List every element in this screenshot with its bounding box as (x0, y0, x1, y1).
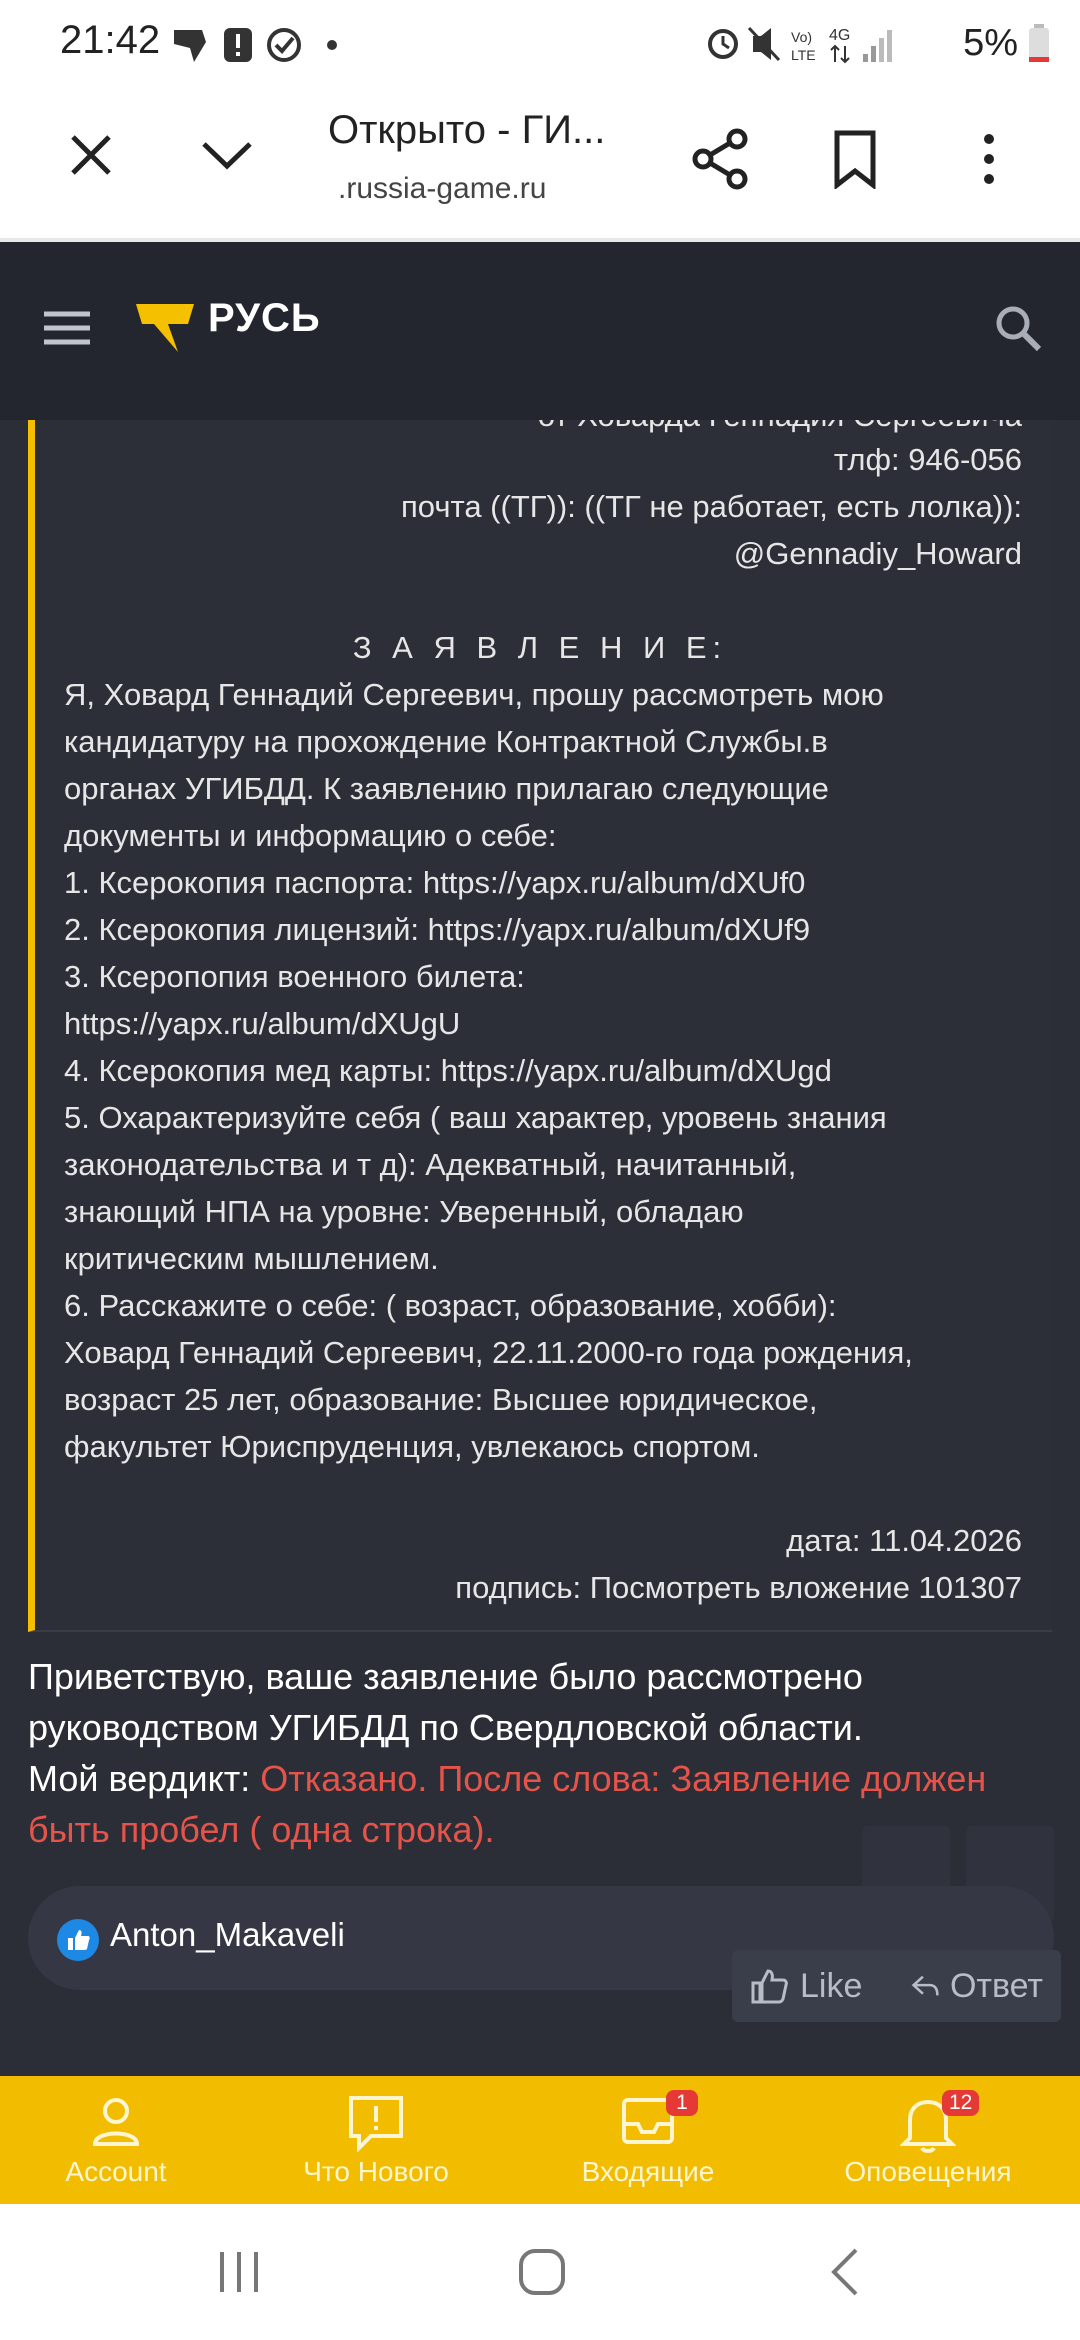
chevron-down-icon[interactable] (182, 110, 272, 200)
nav-account-label: Account (65, 2156, 167, 2187)
body-line: возраст 25 лет, образование: Высшее юридическое, (64, 1382, 818, 1417)
menu-icon[interactable] (42, 310, 92, 351)
verdict-label: Мой вердикт: (28, 1758, 261, 1799)
account-icon (89, 2094, 143, 2153)
battery-percent: 5% (963, 21, 1018, 64)
body-line: Ховард Геннадий Сергеевич, 22.11.2000-го года рождения, (64, 1335, 913, 1370)
battery-icon (1028, 23, 1050, 63)
page-url[interactable]: .russia-game.ru (332, 172, 547, 205)
header-line: @Gennadiy_Howard (733, 536, 1022, 571)
body-line: критическим мышлением. (64, 1241, 439, 1276)
liked-by-user[interactable]: Anton_Makaveli (110, 1916, 345, 1953)
reply-line: руководством УГИБДД по Свердловской области. (28, 1707, 863, 1748)
like-label: Like (800, 1966, 863, 2005)
alert-message-icon (347, 2094, 405, 2157)
header-line: тлф: 946-056 (833, 442, 1022, 477)
page-title[interactable]: Открыто - ГИ... (328, 108, 606, 152)
notification-icons (172, 22, 352, 73)
inbox-badge: 1 (666, 2090, 698, 2116)
verdict-text: быть пробел ( одна строка). (28, 1809, 495, 1850)
nav-alerts-label: Оповещения (844, 2156, 1012, 2187)
status-time: 21:42 (60, 18, 161, 62)
nav-whats-new[interactable] (266, 2076, 486, 2204)
body-line-link[interactable]: 2. Ксерокопия лицензий: https://yapx.ru/album/dXUf9 (64, 912, 811, 947)
share-icon[interactable] (676, 114, 766, 204)
home-icon[interactable] (518, 2248, 566, 2301)
application-heading: З А Я В Л Е Н И Е: (352, 630, 728, 665)
recent-apps-icon[interactable] (216, 2250, 262, 2299)
body-line: органах УГИБДД. К заявлению прилагаю следующие (64, 771, 829, 806)
body-line: Я, Ховард Геннадий Сергеевич, прошу рассмотреть мою (64, 677, 884, 712)
svg-text:LTE: LTE (791, 47, 816, 63)
site-logo[interactable] (134, 300, 198, 361)
verdict-line (28, 1758, 986, 1800)
reply-button[interactable] (893, 1950, 1061, 2022)
nav-inbox-label: Входящие (581, 2156, 715, 2187)
body-line: документы и информацию о себе: (64, 818, 557, 853)
header-line: почта ((ТГ)): ((ТГ не работает, есть лолка)): (400, 489, 1022, 524)
body-line-link[interactable]: 1. Ксерокопия паспорта: https://yapx.ru/album/dXUf0 (64, 865, 806, 900)
system-status-icons (703, 20, 953, 66)
nav-inbox[interactable] (538, 2076, 758, 2204)
like-button[interactable] (732, 1950, 902, 2022)
svg-text:Vo): Vo) (791, 29, 813, 45)
system-icons (703, 20, 1050, 66)
bookmark-icon[interactable] (810, 114, 900, 204)
body-line: 3. Ксеропопия военного билета: (64, 959, 525, 994)
thumbs-up-icon (750, 1967, 790, 2005)
reply-label: Ответ (949, 1966, 1043, 2005)
alerts-badge: 12 (942, 2090, 979, 2116)
body-line: 5. Охарактеризуйте себя ( ваш характер, уровень знания (64, 1100, 887, 1135)
reply-line: Приветствую, ваше заявление было рассмотрено (28, 1656, 863, 1697)
back-icon[interactable] (830, 2248, 860, 2301)
body-line: факультет Юриспруденция, увлекаюсь спортом. (64, 1429, 760, 1464)
body-line: законодательства и т д): Адекватный, начитанный, (64, 1147, 797, 1182)
body-line-link[interactable]: 4. Ксерокопия мед карты: https://yapx.ru/album/dXUgd (64, 1053, 832, 1088)
body-line-link[interactable]: https://yapx.ru/album/dXUgU (64, 1006, 461, 1041)
nav-alerts[interactable] (818, 2076, 1038, 2204)
browser-toolbar (0, 90, 1080, 242)
status-bar (0, 0, 1080, 90)
signature-line[interactable]: подпись: Посмотреть вложение 101307 (455, 1570, 1022, 1605)
svg-text:4G: 4G (829, 27, 851, 44)
system-navigation-bar (0, 2204, 1080, 2340)
verdict-text: Отказано. После слова: Заявление должен (260, 1758, 987, 1799)
body-line: 6. Расскажите о себе: ( возраст, образование, хобби): (64, 1288, 837, 1323)
logo-text[interactable]: РУСЬ (208, 296, 321, 340)
more-icon[interactable] (944, 114, 1034, 204)
nav-account[interactable] (6, 2076, 226, 2204)
close-icon[interactable] (46, 110, 136, 200)
body-line: знающий НПА на уровне: Уверенный, обладаю (64, 1194, 744, 1229)
search-icon[interactable] (994, 304, 1042, 357)
like-reaction-icon (56, 1918, 100, 1967)
date-line: дата: 11.04.2026 (786, 1523, 1022, 1558)
reply-icon (911, 1971, 940, 2001)
body-line: кандидатуру на прохождение Контрактной Службы.в (64, 724, 828, 759)
nav-whats-new-label: Что Нового (303, 2156, 449, 2187)
